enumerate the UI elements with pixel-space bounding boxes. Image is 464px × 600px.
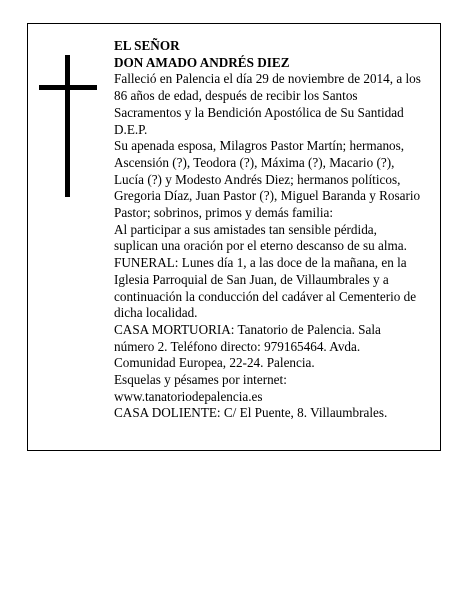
obituary-text xyxy=(114,38,424,422)
funeral-details: FUNERAL: Lunes día 1, a las doce de la mañana, en la Iglesia Parroquial de San Juan, de Villaumbrales y a continuación la conducción del cadáver al Cementerio de dicha localidad. xyxy=(114,255,417,321)
cross-horizontal-bar xyxy=(39,85,97,90)
deceased-name: DON AMADO ANDRÉS DIEZ xyxy=(114,54,290,70)
death-announcement: Falleció en Palencia el día 29 de noviembre de 2014, a los 86 años de edad, después de recibir los Santos Sacramentos y la Bendición Apostólica de Su Santidad D.E.P. xyxy=(114,71,421,137)
prayer-request: Al participar a sus amistades tan sensible pérdida, suplican una oración por el eterno descanso de su alma. xyxy=(114,221,407,254)
family-list: Su apenada esposa, Milagros Pastor Martín; hermanos, Ascensión (?), Teodora (?), Máxima (?), Macario (?), Lucía (?) y Modesto Andrés Diez; hermanos políticos, Gregoria Díaz, Juan Pastor (?), Miguel Baranda y Rosario Pastor; sobrinos, primos y demás familia: xyxy=(114,138,421,221)
cross-icon xyxy=(39,55,97,197)
title-line-1: EL SEÑOR xyxy=(114,38,180,53)
cross-vertical-bar xyxy=(65,55,70,197)
funeral-home-details: CASA MORTUORIA: Tanatorio de Palencia. Sala número 2. Teléfono directo: 979165464. Avda. Comunidad Europea, 22-24. Palencia. xyxy=(114,321,381,371)
online-condolences: Esquelas y pésames por internet: www.tanatoriodepalencia.es xyxy=(114,372,287,404)
family-home-address: CASA DOLIENTE: C/ El Puente, 8. Villaumbrales. xyxy=(114,405,388,421)
